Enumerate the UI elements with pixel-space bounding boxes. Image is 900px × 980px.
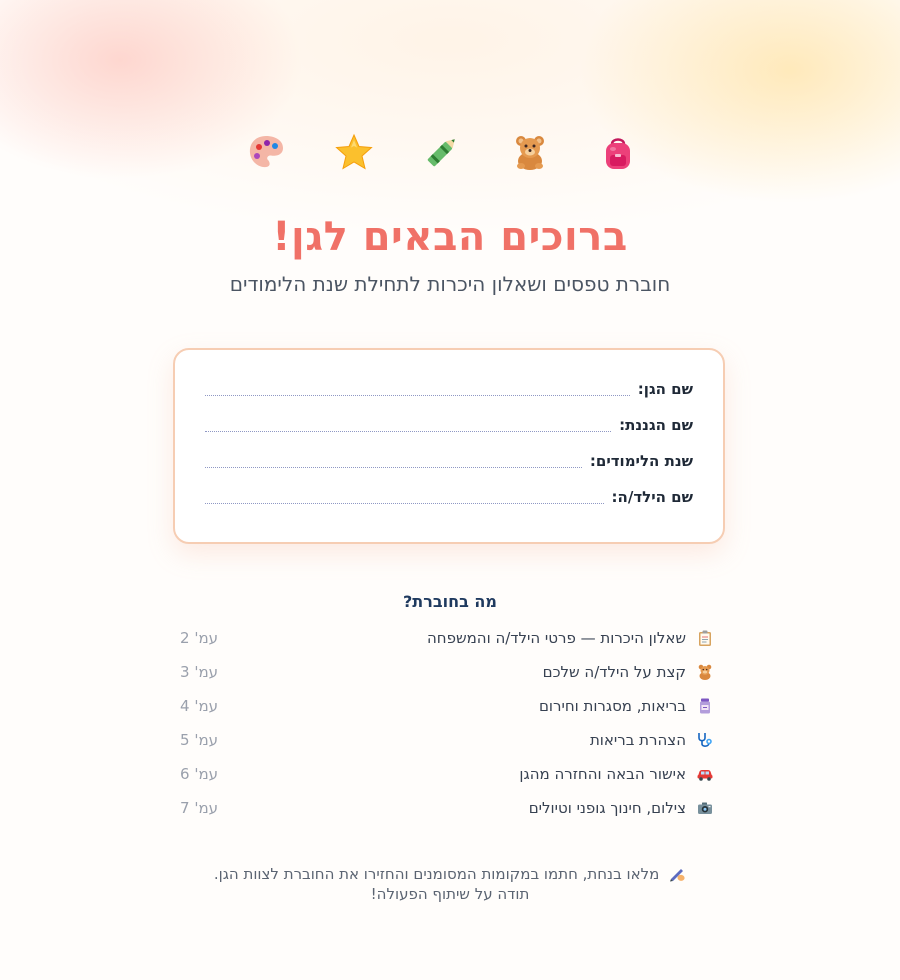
contents-item-page: עמ' 5 — [180, 731, 219, 749]
contents-item-label: צילום, חינוך גופני וטיולים — [528, 799, 686, 817]
contents-item-page: עמ' 3 — [180, 663, 219, 681]
footer-instructions: מלאו בנחת, חתמו במקומות המסומנים והחזירו את החוברת לצוות הגן. — [213, 865, 660, 883]
stethoscope-icon — [696, 731, 714, 749]
contents-item-label: הצהרת בריאות — [589, 731, 686, 749]
contents-item[interactable] — [180, 655, 714, 689]
teacher-name-field[interactable] — [205, 413, 693, 437]
contents-title: מה בחוברת? — [403, 592, 497, 611]
field-label: שם הגננת: — [619, 416, 693, 434]
teddy-bear-icon — [510, 132, 550, 172]
page-title: ברוכים הבאים לגן! — [272, 214, 628, 260]
contents-item-label: אישור הבאה והחזרה מהגן — [519, 765, 686, 783]
field-label: שם הגן: — [637, 380, 693, 398]
kindergarten-name-field[interactable] — [205, 377, 693, 401]
contents-item-page: עמ' 2 — [180, 629, 219, 647]
contents-item[interactable] — [180, 723, 714, 757]
footer-note — [0, 864, 900, 904]
palette-icon — [246, 132, 286, 172]
crayon-icon — [422, 132, 462, 172]
pill-bottle-icon — [696, 697, 714, 715]
contents-item[interactable] — [180, 689, 714, 723]
star-icon — [334, 132, 374, 172]
child-name-field[interactable] — [205, 485, 693, 509]
fill-in-line[interactable] — [205, 383, 630, 396]
footer-thanks: תודה על שיתוף הפעולה! — [370, 885, 530, 903]
contents-item-label: בריאות, מסגרות וחירום — [538, 697, 686, 715]
decorative-icons-row — [0, 132, 900, 176]
school-year-field[interactable] — [205, 449, 693, 473]
contents-list — [180, 621, 714, 825]
writing-hand-icon — [668, 864, 686, 882]
contents-item[interactable] — [180, 757, 714, 791]
fill-in-line[interactable] — [205, 419, 611, 432]
contents-item-label: שאלון היכרות — פרטי הילד/ה והמשפחה — [427, 629, 686, 647]
teddy-bear-icon — [696, 663, 714, 681]
backpack-icon — [598, 132, 638, 172]
contents-item-page: עמ' 4 — [180, 697, 219, 715]
clipboard-icon — [696, 629, 714, 647]
fill-in-line[interactable] — [205, 455, 582, 468]
contents-item[interactable] — [180, 621, 714, 655]
page-subtitle: חוברת טפסים ושאלון היכרות לתחילת שנת הלימודים — [229, 272, 671, 296]
contents-item-label: קצת על הילד/ה שלכם — [542, 663, 686, 681]
contents-item-page: עמ' 6 — [180, 765, 219, 783]
field-label: שם הילד/ה: — [611, 488, 693, 506]
camera-icon — [696, 799, 714, 817]
contents-item-page: עמ' 7 — [180, 799, 219, 817]
info-card — [173, 348, 725, 544]
contents-item[interactable] — [180, 791, 714, 825]
fill-in-line[interactable] — [205, 491, 604, 504]
field-label: שנת הלימודים: — [589, 452, 693, 470]
car-icon — [696, 765, 714, 783]
footer-line-1 — [0, 864, 900, 884]
